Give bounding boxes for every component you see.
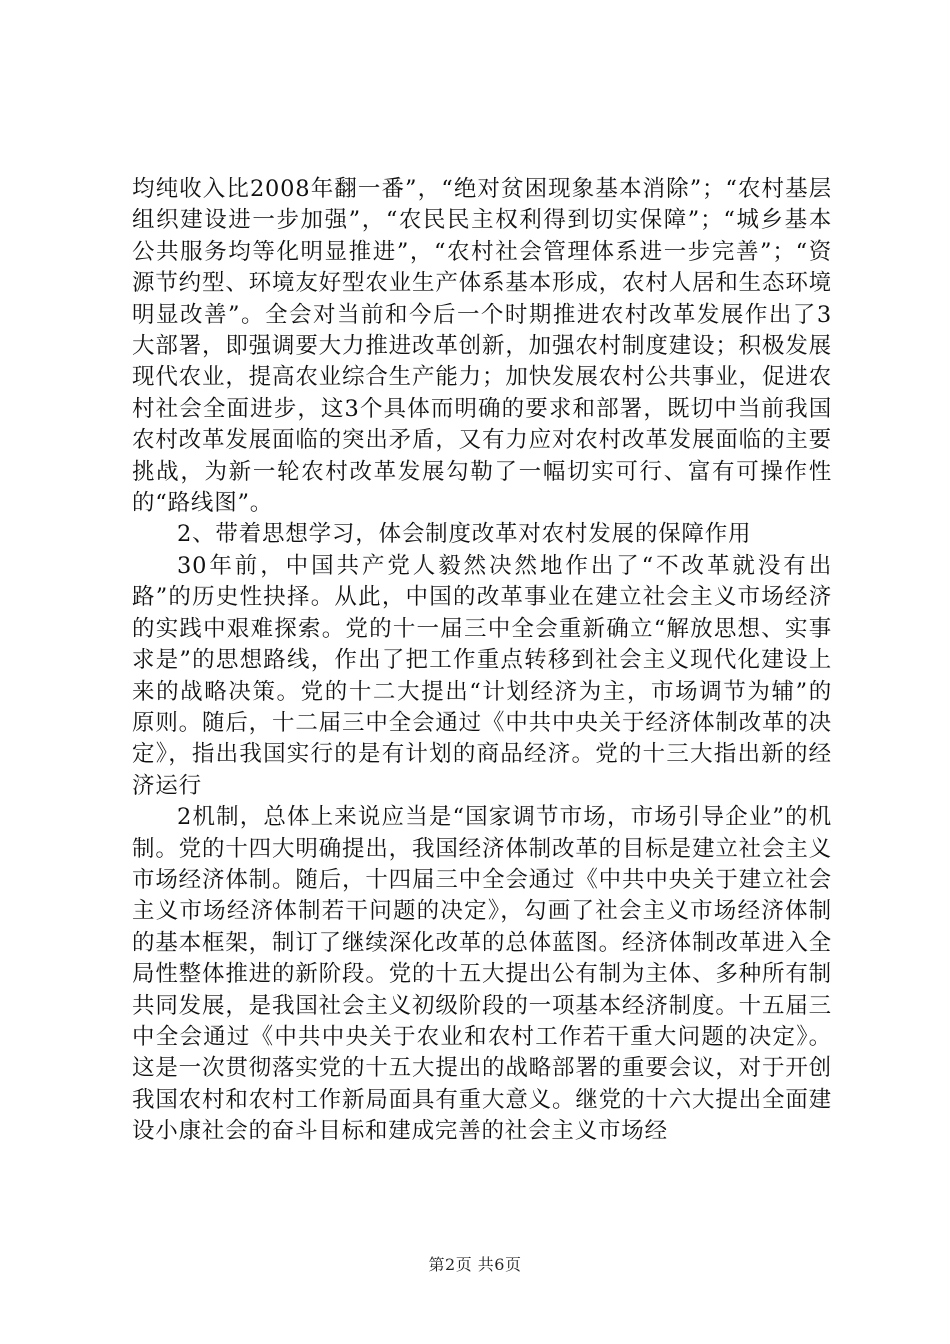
paragraph-3: 2机制，总体上来说应当是“国家调节市场，市场引导企业”的机制。党的十四大明确提出，我国经济体制改革的目标是建立社会主义市场经济体制。随后，十四届三中全会通过《中共中央关于建立社会主义市场经济体制若干问题的决定》，勾画了社会主义市场经济体制的基本框架，制订了继续深化改革的总体蓝图。经济体制改革进入全局性整体推进的新阶段。党的十五大提出公有制为主体、多种所有制共同发展，是我国社会主义初级阶段的一项基本经济制度。十五届三中全会通过《中共中央关于农业和农村工作若干重大问题的决定》。这是一次贯彻落实党的十五大提出的战略部署的重要会议，对于开创我国农村和农村工作新局面具有重大意义。继党的十六大提出全面建设小康社会的奋斗目标和建成完善的社会主义市场经	[132, 804, 832, 1145]
page-number-footer: 第2页 共6页	[428, 1255, 522, 1274]
paragraph-1: 均纯收入比2008年翻一番”，“绝对贫困现象基本消除”；“农村基层组织建设进一步加强”，“农民民主权利得到切实保障”；“城乡基本公共服务均等化明显推进”，“农村社会管理体系进一步完善”；“资源节约型、环境友好型农业生产体系基本形成，农村人居和生态环境明显改善”。全会对当前和今后一个时期推进农村改革发展作出了3大部署，即强调要大力推进改革创新，加强农村制度建设；积极发展现代农业，提高农业综合生产能力；加快发展农村公共事业，促进农村社会全面进步，这3个具体而明确的要求和部署，既切中当前我国农村改革发展面临的突出矛盾，又有力应对农村改革发展面临的主要挑战，为新一轮农村改革发展勾勒了一幅切实可行、富有可操作性的“路线图”。	[132, 176, 832, 517]
document-body	[132, 174, 832, 1148]
paragraph-2: 30年前，中国共产党人毅然决然地作出了“不改革就没有出路”的历史性抉择。从此，中国的改革事业在建立社会主义市场经济的实践中艰难探索。党的十一届三中全会重新确立“解放思想、实事求是”的思想路线，作出了把工作重点转移到社会主义现代化建设上来的战略决策。党的十二大提出“计划经济为主，市场调节为辅”的原则。随后，十二届三中全会通过《中共中央关于经济体制改革的决定》，指出我国实行的是有计划的商品经济。党的十三大指出新的经济运行	[132, 552, 832, 799]
section-heading: 2、带着思想学习，体会制度改革对农村发展的保障作用	[177, 521, 752, 548]
